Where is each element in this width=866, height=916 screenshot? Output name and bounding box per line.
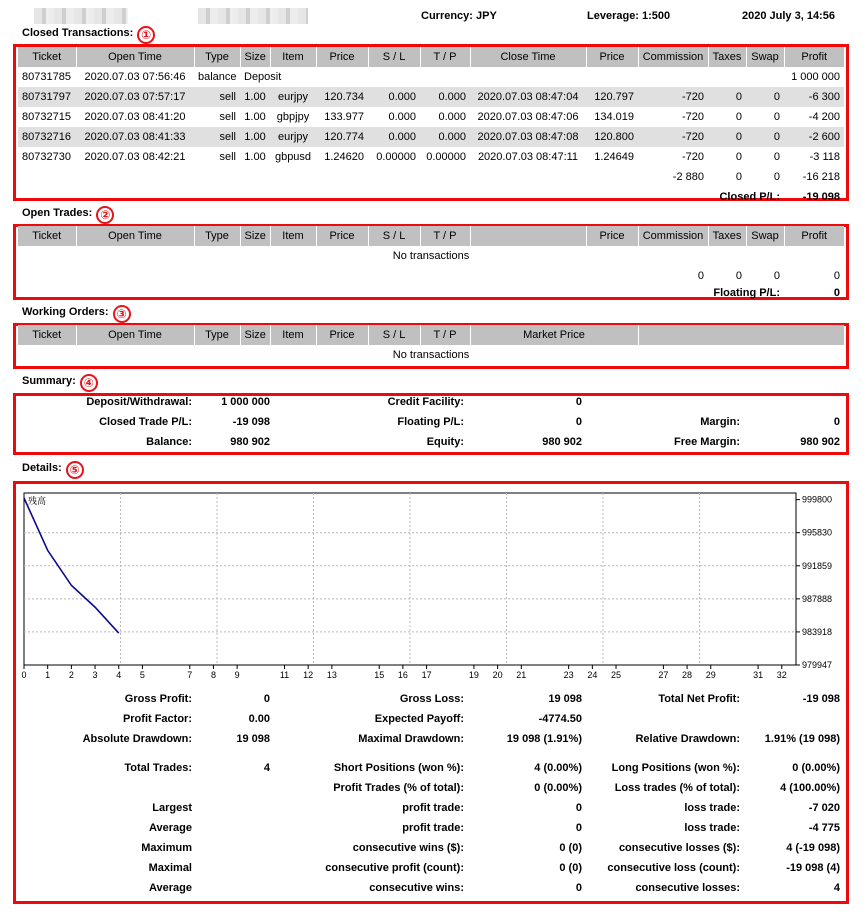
closed-cell — [586, 67, 638, 87]
summary-value — [744, 392, 844, 412]
details-value — [744, 709, 844, 729]
closed-cell: 120.774 — [316, 127, 368, 147]
closed-col-0: Ticket — [18, 47, 76, 67]
open-col-8 — [470, 226, 586, 246]
closed-pl-row — [18, 187, 844, 207]
closed-pl-label: Closed P/L: — [719, 191, 780, 203]
closed-cell: 1 000 000 — [791, 71, 840, 83]
closed-cell: 0.000 — [368, 127, 420, 147]
closed-total-commission: -2 880 — [672, 171, 704, 183]
open-trades-title — [22, 206, 114, 224]
details-row — [18, 778, 844, 798]
x-tick-label: 4 — [116, 670, 122, 680]
closed-cell: 1.00 — [240, 127, 270, 147]
closed-cell: sell — [219, 151, 236, 163]
x-tick-label: 27 — [658, 670, 669, 680]
working-header-row — [18, 325, 844, 345]
summary-label — [586, 392, 744, 412]
y-tick-label: 999800 — [802, 494, 833, 505]
closed-cell: -3 118 — [809, 151, 840, 163]
details-label: Long Positions (won %): — [611, 762, 740, 774]
closed-cell: 1.00 — [244, 151, 266, 163]
details-label: Maximal — [148, 862, 192, 874]
open-col-5: Price — [316, 226, 368, 246]
working-col-5: Price — [316, 325, 368, 345]
details-value: 0 — [263, 693, 270, 705]
summary-value: 0 — [575, 416, 582, 428]
closed-col-2: Type — [194, 47, 240, 67]
details-label: Gross Loss: — [399, 693, 464, 705]
closed-col-11: Taxes — [708, 47, 746, 67]
details-label: profit trade: — [402, 802, 464, 814]
details-value — [196, 749, 274, 758]
closed-cell: 2020.07.03 08:42:21 — [84, 151, 186, 163]
details-row — [18, 729, 844, 749]
closed-cell: -6 300 — [784, 87, 844, 107]
details-value: 0 (0.00%) — [534, 782, 582, 794]
x-tick-label: 25 — [611, 670, 622, 680]
details-label: Total Trades: — [124, 762, 192, 774]
working-col-4: Item — [270, 325, 316, 345]
details-spacer-row — [18, 749, 844, 758]
x-tick-label: 31 — [753, 670, 764, 680]
details-label: Short Positions (won %): — [333, 762, 464, 774]
x-tick-label: 32 — [776, 670, 787, 680]
details-value — [196, 878, 274, 898]
closed-cell — [708, 67, 746, 87]
working-col-1: Open Time — [76, 325, 194, 345]
closed-cell: 2020.07.03 08:47:08 — [470, 127, 586, 147]
leverage-label: Leverage: 1:500 — [587, 10, 671, 22]
details-label: Total Net Profit: — [658, 693, 740, 705]
details-label: Loss trades (% of total): — [614, 782, 740, 794]
open-header-row — [18, 226, 844, 246]
closed-cell — [746, 67, 784, 87]
x-axis-ticks — [21, 665, 786, 680]
closed-cell: -720 — [638, 87, 708, 107]
details-value: 0 — [575, 882, 582, 894]
open-col-2: Type — [194, 226, 240, 246]
summary-row — [18, 392, 844, 412]
summary-table — [18, 392, 844, 452]
details-value: 0.00 — [248, 713, 270, 725]
x-tick-label: 0 — [21, 670, 27, 680]
open-col-11: Taxes — [708, 226, 746, 246]
details-value: -7 020 — [808, 802, 840, 814]
floating-pl-label: Floating P/L: — [713, 287, 780, 299]
annotation-badge-4: ④ — [80, 374, 98, 392]
details-value — [196, 818, 274, 838]
open-empty-row — [18, 246, 844, 266]
details-label: consecutive losses ($): — [618, 842, 740, 854]
closed-cell: 0.000 — [420, 87, 470, 107]
closed-total-profit: -16 218 — [802, 171, 840, 183]
details-label: consecutive wins: — [369, 882, 464, 894]
summary-title — [22, 374, 98, 392]
summary-label: Floating P/L: — [397, 416, 464, 428]
closed-totals-row — [18, 167, 844, 187]
closed-cell: 0 — [746, 87, 784, 107]
summary-label: Balance: — [146, 436, 192, 448]
details-row — [18, 878, 844, 898]
details-label: Relative Drawdown: — [635, 733, 740, 745]
details-label — [586, 749, 744, 758]
closed-cell: 80731785 — [22, 71, 71, 83]
x-tick-label: 21 — [516, 670, 527, 680]
closed-col-8: Close Time — [470, 47, 586, 67]
closed-cell: 120.800 — [586, 127, 638, 147]
details-label: Gross Profit: — [124, 693, 192, 705]
details-value: 19 098 — [236, 733, 270, 745]
details-label: profit trade: — [402, 822, 464, 834]
closed-cell: sell — [219, 111, 236, 123]
closed-cell: eurjpy — [270, 127, 316, 147]
y-tick-label: 995830 — [802, 527, 833, 538]
y-tick-label: 979947 — [802, 660, 833, 670]
closed-cell: 2020.07.03 08:41:20 — [84, 111, 186, 123]
closed-cell: -720 — [638, 127, 708, 147]
summary-value: 980 902 — [230, 436, 270, 448]
open-totals-row — [18, 266, 844, 286]
closed-cell: 0 — [735, 151, 742, 163]
floating-pl-row — [18, 286, 844, 300]
closed-transaction-row — [18, 67, 844, 87]
closed-total-taxes: 0 — [735, 171, 742, 183]
details-value — [196, 858, 274, 878]
x-tick-label: 8 — [210, 670, 216, 680]
closed-cell — [638, 67, 708, 87]
working-col-0: Ticket — [18, 325, 76, 345]
details-value: 4 — [833, 882, 840, 894]
closed-cell: sell — [194, 127, 240, 147]
open-col-6: S / L — [368, 226, 420, 246]
open-col-10: Commission — [638, 226, 708, 246]
details-stats-table — [18, 689, 844, 898]
open-col-9: Price — [586, 226, 638, 246]
working-empty-message: No transactions — [392, 349, 470, 361]
closed-cell: 1.24620 — [324, 151, 364, 163]
details-label — [274, 749, 468, 758]
report-datetime: 2020 July 3, 14:56 — [742, 10, 835, 22]
closed-cell: 2020.07.03 07:57:17 — [76, 87, 194, 107]
closed-cell: gbpusd — [274, 151, 312, 163]
closed-col-12: Swap — [746, 47, 784, 67]
x-tick-label: 15 — [374, 670, 385, 680]
details-value: -19 098 — [802, 693, 840, 705]
y-tick-label: 991859 — [802, 560, 833, 571]
closed-transactions-label: Closed Transactions: — [22, 27, 134, 39]
annotation-badge-2: ② — [96, 206, 114, 224]
closed-cell: 2020.07.03 08:47:11 — [477, 151, 579, 163]
details-label — [18, 778, 196, 798]
x-tick-label: 2 — [68, 670, 74, 680]
open-col-7: T / P — [420, 226, 470, 246]
summary-value: 0 — [833, 416, 840, 428]
details-value: 0 (0.00%) — [792, 762, 840, 774]
details-value — [468, 749, 586, 758]
details-value: 4 — [263, 762, 270, 774]
annotation-badge-3: ③ — [113, 305, 131, 323]
details-label: consecutive wins ($): — [352, 842, 464, 854]
details-row — [18, 758, 844, 778]
details-value: 0 — [575, 822, 582, 834]
closed-cell: 0.00000 — [376, 151, 416, 163]
closed-col-6: S / L — [368, 47, 420, 67]
open-col-12: Swap — [746, 226, 784, 246]
closed-cell: 1.00 — [240, 87, 270, 107]
x-tick-label: 11 — [279, 670, 290, 680]
closed-pl-value: -19 098 — [802, 191, 840, 203]
details-label — [18, 749, 196, 758]
details-label: loss trade: — [684, 822, 740, 834]
closed-cell: 0 — [708, 127, 746, 147]
closed-col-5: Price — [316, 47, 368, 67]
details-value: 4 (-19 098) — [786, 842, 840, 854]
details-label: Average — [148, 882, 192, 894]
x-tick-label: 20 — [492, 670, 503, 680]
chart-legend: 残高 — [28, 496, 47, 506]
details-value: -4 775 — [808, 822, 840, 834]
summary-label: Credit Facility: — [387, 396, 464, 408]
closed-transactions-table — [18, 47, 844, 207]
working-orders-title — [22, 305, 131, 323]
details-label: consecutive losses: — [635, 882, 740, 894]
balance-chart — [21, 488, 844, 684]
details-label: Maximal Drawdown: — [358, 733, 464, 745]
details-label: Absolute Drawdown: — [82, 733, 192, 745]
closed-cell: 1.00 — [244, 111, 266, 123]
closed-col-1: Open Time — [76, 47, 194, 67]
details-label: Expected Payoff: — [374, 713, 464, 725]
y-axis-ticks — [796, 495, 832, 670]
details-row — [18, 689, 844, 709]
closed-cell: balance — [198, 71, 237, 83]
account-number-redacted — [198, 8, 308, 24]
closed-cell: 2020.07.03 07:56:46 — [84, 71, 186, 83]
closed-cell — [368, 67, 420, 87]
summary-label: Closed Trade P/L: — [99, 416, 192, 428]
closed-cell: 0.000 — [368, 87, 420, 107]
closed-cell: 80732730 — [22, 151, 71, 163]
details-row — [18, 818, 844, 838]
summary-row — [18, 412, 844, 432]
open-trades-table — [18, 226, 844, 300]
working-col-6: S / L — [368, 325, 420, 345]
closed-total-swap: 0 — [773, 171, 780, 183]
details-label: Average — [148, 822, 192, 834]
closed-cell: 0.00000 — [426, 151, 466, 163]
closed-transaction-row — [18, 107, 844, 127]
summary-label: Deposit/Withdrawal: — [86, 396, 192, 408]
closed-cell: 120.734 — [316, 87, 368, 107]
closed-transaction-row — [18, 87, 844, 107]
open-col-13: Profit — [784, 226, 844, 246]
closed-col-9: Price — [586, 47, 638, 67]
details-label: Details: — [22, 462, 62, 474]
x-tick-label: 23 — [563, 670, 574, 680]
summary-value: 1 000 000 — [221, 396, 270, 408]
closed-col-10: Commission — [638, 47, 708, 67]
details-row — [18, 858, 844, 878]
summary-label: Equity: — [426, 436, 464, 448]
x-tick-label: 1 — [45, 670, 51, 680]
closed-transaction-row — [18, 147, 844, 167]
details-label: Profit Factor: — [122, 713, 192, 725]
details-row — [18, 709, 844, 729]
details-value: -19 098 (4) — [786, 862, 840, 874]
details-label: Maximum — [141, 842, 192, 854]
working-col-8: Market Price — [470, 325, 638, 345]
open-total-commission: 0 — [697, 270, 704, 282]
open-col-4: Item — [270, 226, 316, 246]
y-tick-label: 983918 — [802, 626, 833, 637]
working-col-7: T / P — [420, 325, 470, 345]
closed-cell: 80731797 — [18, 87, 76, 107]
closed-transactions-title — [22, 26, 155, 44]
details-row — [18, 838, 844, 858]
closed-cell: -720 — [681, 151, 704, 163]
closed-cell: 0.000 — [438, 111, 466, 123]
working-empty-row — [18, 345, 844, 365]
x-tick-label: 17 — [421, 670, 432, 680]
annotation-badge-1: ① — [137, 26, 155, 44]
closed-cell: 0 — [735, 111, 742, 123]
closed-cell: -720 — [681, 111, 704, 123]
details-value: 1.91% (19 098) — [764, 733, 840, 745]
annotation-badge-5: ⑤ — [66, 461, 84, 479]
closed-cell: 80732716 — [18, 127, 76, 147]
details-value — [196, 798, 274, 818]
summary-value: 0 — [575, 396, 582, 408]
details-value: 19 098 — [548, 693, 582, 705]
closed-cell: 120.797 — [586, 87, 638, 107]
details-value: 4 (0.00%) — [534, 762, 582, 774]
closed-cell: 2020.07.03 08:41:33 — [76, 127, 194, 147]
details-value — [196, 838, 274, 858]
open-total-profit: 0 — [833, 270, 840, 282]
x-tick-label: 3 — [92, 670, 98, 680]
closed-col-3: Size — [240, 47, 270, 67]
summary-value: -19 098 — [232, 416, 270, 428]
closed-cell — [316, 67, 368, 87]
open-trades-label: Open Trades: — [22, 207, 93, 219]
summary-label: Summary: — [22, 375, 76, 387]
floating-pl-value: 0 — [833, 287, 840, 299]
x-tick-label: 7 — [187, 670, 193, 680]
closed-cell: 0.000 — [388, 111, 416, 123]
summary-row — [18, 432, 844, 452]
open-total-taxes: 0 — [735, 270, 742, 282]
working-col-3: Size — [240, 325, 270, 345]
closed-cell — [420, 67, 470, 87]
summary-value: 980 902 — [542, 436, 582, 448]
closed-cell: -2 600 — [784, 127, 844, 147]
closed-col-7: T / P — [420, 47, 470, 67]
details-value: 0 (0) — [559, 842, 582, 854]
x-tick-label: 19 — [468, 670, 479, 680]
details-label: consecutive profit (count): — [325, 862, 464, 874]
open-col-1: Open Time — [76, 226, 194, 246]
details-label: Largest — [152, 802, 192, 814]
x-tick-label: 9 — [234, 670, 240, 680]
closed-cell: 0 — [773, 151, 780, 163]
closed-cell: 134.019 — [594, 111, 634, 123]
closed-cell: -4 200 — [808, 111, 840, 123]
open-total-swap: 0 — [773, 270, 780, 282]
x-tick-label: 16 — [397, 670, 408, 680]
closed-cell: 0 — [773, 111, 780, 123]
x-tick-label: 29 — [705, 670, 716, 680]
x-tick-label: 5 — [139, 670, 145, 680]
details-value: 0 — [575, 802, 582, 814]
closed-cell: sell — [194, 87, 240, 107]
closed-cell: 2020.07.03 08:47:06 — [477, 111, 579, 123]
details-value — [196, 778, 274, 798]
closed-cell: 133.977 — [324, 111, 364, 123]
working-col-2: Type — [194, 325, 240, 345]
closed-cell: 2020.07.03 08:47:04 — [470, 87, 586, 107]
open-col-0: Ticket — [18, 226, 76, 246]
closed-cell: 80732715 — [22, 111, 71, 123]
working-orders-table — [18, 325, 844, 365]
summary-label: Margin: — [700, 416, 740, 428]
closed-cell — [470, 67, 586, 87]
account-name-redacted — [34, 8, 128, 24]
closed-cell: 0 — [746, 127, 784, 147]
summary-label: Free Margin: — [673, 436, 740, 448]
closed-cell: 0 — [708, 87, 746, 107]
details-value: 0 (0) — [559, 862, 582, 874]
open-empty-message: No transactions — [392, 250, 470, 262]
working-col-9 — [638, 325, 844, 345]
x-tick-label: 13 — [326, 670, 337, 680]
details-value — [744, 749, 844, 758]
closed-col-13: Profit — [784, 47, 844, 67]
closed-cell: 0.000 — [420, 127, 470, 147]
details-value: 19 098 (1.91%) — [506, 733, 582, 745]
y-tick-label: 987888 — [802, 593, 833, 604]
closed-cell: eurjpy — [270, 87, 316, 107]
details-label: Profit Trades (% of total): — [333, 782, 464, 794]
details-row — [18, 798, 844, 818]
closed-cell: Deposit — [244, 71, 282, 83]
details-label: loss trade: — [684, 802, 740, 814]
x-tick-label: 24 — [587, 670, 598, 680]
details-label: consecutive loss (count): — [607, 862, 740, 874]
details-title — [22, 461, 84, 479]
working-orders-label: Working Orders: — [22, 306, 109, 318]
details-label — [586, 709, 744, 729]
open-col-3: Size — [240, 226, 270, 246]
x-tick-label: 12 — [303, 670, 314, 680]
closed-transaction-row — [18, 127, 844, 147]
closed-cell: 1.24649 — [594, 151, 634, 163]
closed-col-4: Item — [270, 47, 316, 67]
details-value: -4774.50 — [538, 713, 582, 725]
closed-cell: gbpjpy — [276, 111, 310, 123]
details-value: 4 (100.00%) — [780, 782, 840, 794]
currency-label: Currency: JPY — [421, 10, 497, 22]
closed-header-row — [18, 47, 844, 67]
x-tick-label: 28 — [682, 670, 693, 680]
balance-chart-svg — [21, 488, 844, 684]
summary-value: 980 902 — [800, 436, 840, 448]
